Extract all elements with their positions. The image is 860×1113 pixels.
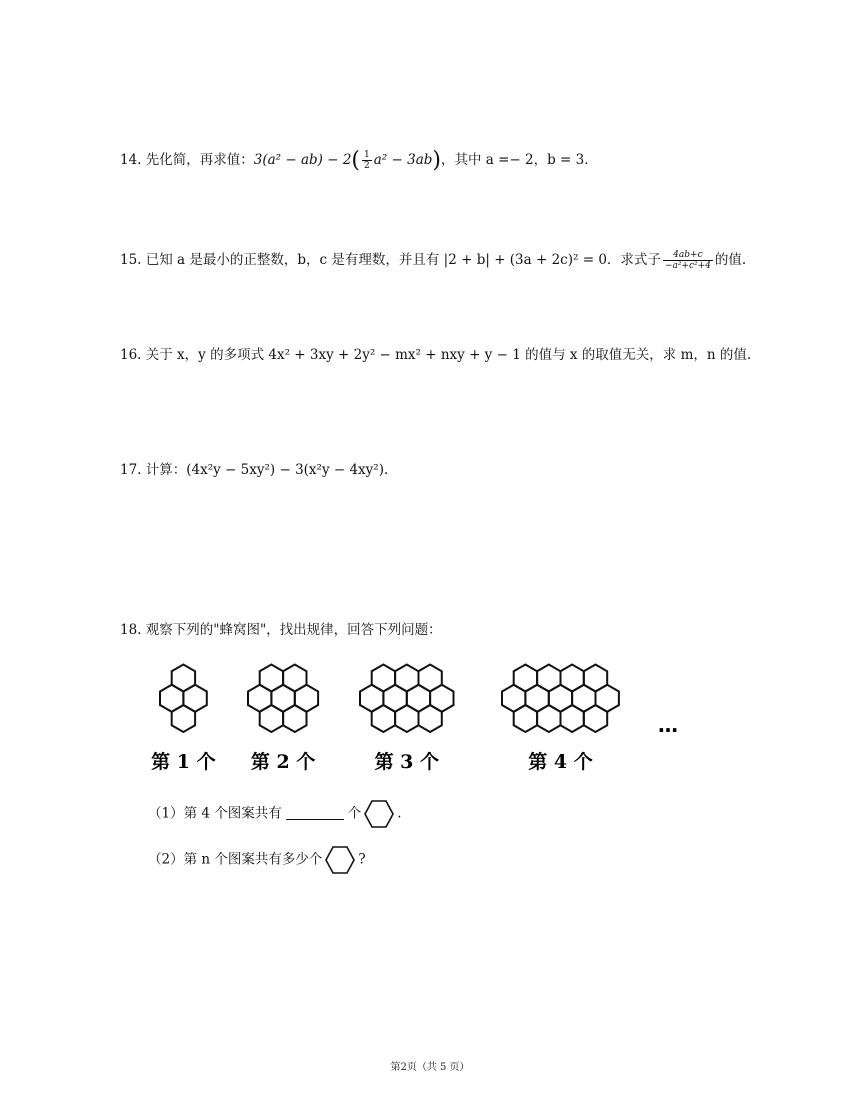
figure-label: 第 3 个 <box>374 751 440 773</box>
honeycomb-hexagon <box>419 705 442 732</box>
q17-text: 17. 计算：(4x²y − 5xy²) − 3(x²y − 4xy²). <box>120 462 389 478</box>
q14-fraction <box>362 150 372 171</box>
figure-label: 第 4 个 <box>528 751 593 773</box>
q18-part-1 <box>148 798 402 830</box>
q14-prefix: 14. 先化简，再求值： <box>120 152 254 168</box>
q18-part1-mid: 个 <box>347 805 362 822</box>
honeycomb-hexagon <box>395 705 418 732</box>
answer-blank[interactable] <box>286 805 344 820</box>
figure-label: 第 1 个 <box>151 751 216 773</box>
q15-frac-den: −a²+c²+4 <box>664 261 711 271</box>
question-14: 14. 先化简，再求值：3(a² − ab) − 2( $\frac{1}{2}$ a² − 3ab)，其中 a =− 2，b = 3． <box>120 148 598 173</box>
hexagon-icon <box>324 844 356 876</box>
q14-expr-part2: a² − 3ab <box>373 152 433 168</box>
q14-frac-den: 2 <box>364 161 370 171</box>
q15-text: 15. 已知 a 是最小的正整数，b，c 是有理数，并且有 |2 + b| + (3a + 2c)² = 0．求式子 <box>120 252 661 268</box>
honeycomb-hexagon <box>260 705 283 732</box>
q18-part1-suffix: . <box>397 805 402 822</box>
honeycomb-hexagon <box>561 705 584 732</box>
q14-frac-num: 1 <box>364 150 370 160</box>
ellipsis: … <box>658 713 678 737</box>
q15-frac-num: 4ab+c <box>663 250 713 261</box>
honeycomb-hexagon <box>584 705 607 732</box>
q18-part2-prefix: （2）第 n 个图案共有多少个 <box>148 851 323 868</box>
q14-suffix: ，其中 a =− 2，b = 3． <box>440 152 598 168</box>
q16-text: 16. 关于 x，y 的多项式 4x² + 3xy + 2y² − mx² + nxy + y − 1 的值与 x 的取值无关，求 m，n 的值. <box>120 347 752 363</box>
hexagon-icon <box>363 798 395 830</box>
q15-fraction <box>663 250 713 271</box>
q14-expr-part1: 3(a² − ab) − 2 <box>253 152 352 168</box>
honeycomb-hexagon <box>372 705 395 732</box>
question-17 <box>120 460 388 480</box>
q18-part2-suffix: ? <box>358 851 366 868</box>
question-15 <box>120 250 746 271</box>
honeycomb-hexagon <box>172 705 195 732</box>
page-footer: 第2页（共 5 页） <box>390 1062 470 1073</box>
honeycomb-hexagon <box>537 705 560 732</box>
q18-text: 18. 观察下列的"蜂窝图"，找出规律，回答下列问题： <box>120 622 442 638</box>
question-18 <box>120 620 442 640</box>
q18-part-2 <box>148 844 366 876</box>
q15-suffix: 的值. <box>714 252 747 268</box>
honeycomb-hexagon <box>514 705 537 732</box>
figure-label: 第 2 个 <box>250 751 316 773</box>
question-16 <box>120 345 751 365</box>
q18-part1-prefix: （1）第 4 个图案共有 <box>148 805 282 822</box>
honeycomb-figures <box>148 656 688 776</box>
honeycomb-hexagon <box>283 705 306 732</box>
